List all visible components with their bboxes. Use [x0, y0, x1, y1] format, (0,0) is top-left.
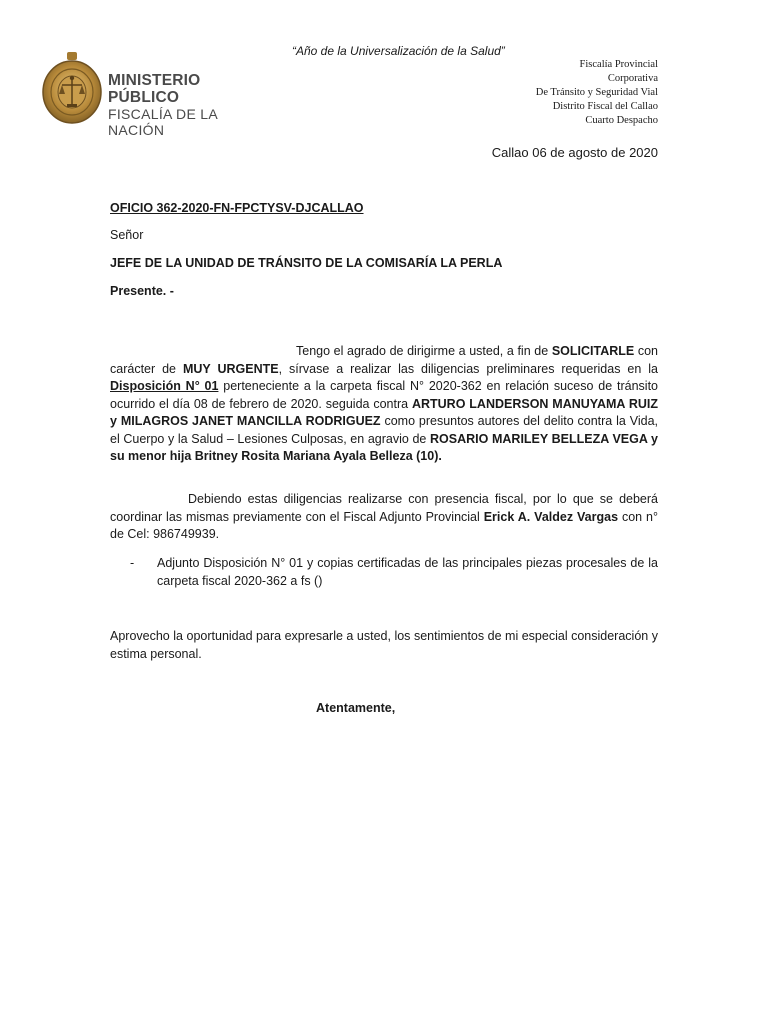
closing-paragraph: Aprovecho la oportunidad para expresarle a usted, los sentimientos de mi especial consideración y estima personal.	[110, 629, 658, 661]
disposition-reference: Disposición N° 01	[110, 379, 219, 393]
coordination-paragraph: Debiendo estas diligencias realizarse con presencia fiscal, por lo que se deberá coordinar las mismas previamente con el Fiscal Adjunto Provincial Erick A. Valdez Vargas con n° de Cel: 986749939.	[110, 492, 658, 541]
office-line: Distrito Fiscal del Callao	[552, 101, 658, 112]
attachment-text: Adjunto Disposición N° 01 y copias certificadas de las principales piezas procesales de la carpeta fiscal 2020-362 a fs ()	[157, 556, 658, 588]
request-paragraph: Tengo el agrado de dirigirme a usted, a fin de SOLICITARLE con carácter de MUY URGENTE, sírvase a realizar las diligencias preliminares requeridas en la Disposición N° 01 perteneciente a la carpeta fiscal N° 2020-362 en relación suceso de tránsito ocurrido el día 08 de febrero de 2020. seguida contra ARTURO LANDERSON MANUYAMA RUIZ y MILAGROS JANET MANCILLA RODRIGUEZ como presuntos autores del delito contra la Vida, el Cuerpo y la Salud – Lesiones Culposas, en agravio de ROSARIO MARILEY BELLEZA VEGA y su menor hija Britney Rosita Mariana Ayala Belleza (10).	[110, 344, 659, 463]
logo-subtitle: FISCALÍA DE LA NACIÓN	[108, 106, 218, 138]
office-block	[536, 58, 658, 128]
victim-names: ROSARIO MARILEY BELLEZA VEGA y su menor hija Britney Rosita Mariana Ayala Belleza (10).	[110, 431, 658, 463]
year-motto: “Año de la Universalización de la Salud”	[292, 44, 505, 58]
emphasis: MUY URGENTE	[182, 361, 279, 376]
accused-names: ARTURO LANDERSON MANUYAMA RUIZ y MILAGROS JANET MANCILLA RODRIGUEZ	[110, 396, 659, 428]
office-line: Fiscalía Provincial	[579, 59, 658, 70]
attachment-list-item	[130, 555, 658, 590]
oficio-reference: OFICIO 362-2020-FN-FPCTYSV-DJCALLAO	[110, 201, 364, 215]
bullet-dash: -	[130, 556, 135, 570]
recipient: JEFE DE LA UNIDAD DE TRÁNSITO DE LA COMISARÍA LA PERLA	[110, 256, 503, 270]
signoff: Atentamente,	[316, 701, 396, 715]
adjunct-prosecutor-name: Erick A. Valdez Vargas	[483, 509, 619, 524]
presente-line: Presente. -	[110, 284, 174, 298]
emphasis: SOLICITARLE	[551, 344, 635, 358]
institution-seal-icon	[40, 52, 104, 124]
office-line: Cuarto Despacho	[585, 115, 658, 126]
office-line: Corporativa	[607, 73, 658, 84]
letter-date: Callao 06 de agosto de 2020	[491, 145, 658, 160]
salutation: Señor	[110, 228, 144, 242]
ministerio-publico-logo	[40, 52, 270, 138]
logo-title: MINISTERIO PÚBLICO	[108, 72, 201, 106]
office-line: De Tránsito y Seguridad Vial	[535, 87, 658, 98]
